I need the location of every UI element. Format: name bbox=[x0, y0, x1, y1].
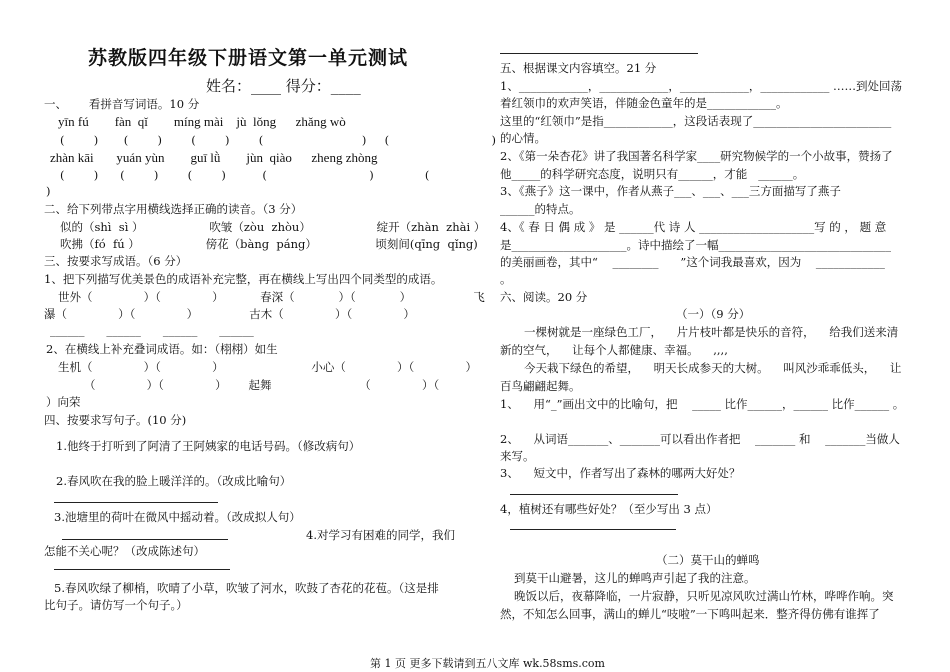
name-score-line: 姓名：____ 得分：____ bbox=[206, 77, 361, 95]
fill-line-6[interactable]: 他_____的科学研究态度，说明只有______，才能 ______。 bbox=[500, 167, 805, 181]
reading-1-para1-line2: 新的空气， 让每个人都健康、幸福。 ,,,, bbox=[500, 343, 728, 357]
sentence-q3: 3.池塘里的荷叶在微风中摇动着。（改成拟人句） bbox=[54, 510, 301, 524]
section-2-heading: 二、给下列带点字用横线选择正确的读音。（3 分） bbox=[44, 202, 303, 216]
fill-line-1[interactable]: 1、____________，____________，____________，____________ ……到处回荡 bbox=[500, 79, 902, 93]
reading-1-para2-line1: 今天栽下绿色的希望， 明天长成参天的大树。 叫风沙乖乖低头， 让 bbox=[524, 361, 902, 375]
reading-q2-line1[interactable]: 2、 从词语_______、_______可以看出作者把 _______ 和 _______当做人 bbox=[500, 432, 900, 446]
fill-line-8[interactable]: ______的特点。 bbox=[500, 202, 581, 216]
sentence-q4-line1: 4.对学习有困难的同学，我们 bbox=[306, 528, 455, 542]
pinyin-row-2: zhàn kāi yuán yùn guī lǜ jùn qiào zheng zhòng bbox=[50, 150, 378, 165]
reading-q3: 3、 短文中，作者写出了森林的哪两大好处？ bbox=[500, 466, 741, 480]
idiom-question-2: 2、在横线上补充叠词成语。如：（栩栩）如生 bbox=[46, 342, 278, 356]
pronunciation-row-2: 吹拂（fó fú ） 傍花（bàng páng） 顷刻间(qīng qǐng) bbox=[60, 237, 478, 251]
fill-line-9[interactable]: 4、《 春 日 偶 成 》 是 ______代 诗 人 ____________________写 的 ， 题 意 bbox=[500, 220, 887, 234]
reading-2-subtitle: （二）莫干山的蝉鸣 bbox=[656, 553, 760, 567]
repeat-idiom-row-3: ）向荣 bbox=[46, 395, 81, 409]
page-title: 苏教版四年级下册语文第一单元测试 bbox=[88, 47, 409, 69]
reading-q1[interactable]: 1、 用“_”画出文中的比喻句，把 _____ 比作______，______ 比作______ 。 bbox=[500, 397, 905, 411]
answer-box-close: ) bbox=[46, 184, 51, 198]
section-3-heading: 三、按要求写成语。（6 分） bbox=[44, 254, 188, 268]
top-answer-line[interactable] bbox=[500, 53, 698, 54]
repeat-idiom-row-1[interactable]: 生机（ ）（ ） 小心（ ）（ ） bbox=[58, 360, 477, 374]
answer-boxes-row-1[interactable]: ( ) ( ) ( ) ( ) ( ) bbox=[60, 133, 497, 147]
repeat-idiom-row-2[interactable]: （ ）（ ） 起舞 （ ）（ bbox=[84, 378, 440, 392]
fill-line-12: 。 bbox=[500, 272, 512, 286]
reading-2-para2-line1: 晚饭以后，夜幕降临，一片寂静，只听见凉风吹过满山竹林，哗哗作响。突 bbox=[514, 589, 894, 603]
answer-line[interactable] bbox=[510, 494, 678, 495]
pronunciation-row-1: 似的（shì sì ） 吹皱（zòu zhòu） 绽开（zhàn zhài ） bbox=[60, 220, 486, 234]
fill-line-5[interactable]: 2、《第一朵杏花》讲了我国著名科学家____研究物候学的一个小故事，赞扬了 bbox=[500, 149, 893, 163]
answer-line[interactable] bbox=[54, 502, 218, 503]
reading-q2-line2: 来写。 bbox=[500, 449, 535, 463]
reading-q4: 4，植树还有哪些好处？（至少写出 3 点） bbox=[500, 502, 718, 516]
answer-line[interactable] bbox=[510, 529, 676, 530]
answer-line[interactable] bbox=[54, 569, 230, 570]
sentence-q2: 2.春风吹在我的脸上暖洋洋的。（改成比喻句） bbox=[56, 474, 292, 488]
idiom-question-1: 1、把下列描写优美景色的成语补充完整，再在横线上写出四个同类型的成语。 bbox=[44, 272, 443, 286]
section-4-heading: 四、按要求写句子。(10 分) bbox=[44, 413, 187, 427]
pinyin-row-1: yīn fú fàn qǐ míng mài jù lǒng zhǎng wò bbox=[58, 114, 346, 129]
sentence-q4-line2: 怎能不关心呢？（改成陈述句） bbox=[44, 544, 205, 558]
fill-line-7[interactable]: 3、《燕子》这一课中，作者从燕子___、___、___三方面描写了燕子 bbox=[500, 184, 841, 198]
sentence-q5-line1: 5.春风吹绿了柳梢，吹晴了小草，吹皱了河水，吹鼓了杏花的花苞。（这是排 bbox=[54, 581, 439, 595]
reading-1-subtitle: （一）（9 分） bbox=[676, 307, 751, 321]
idiom-row-2[interactable]: 瀑（ ）（ ） 古木（ ）（ ） bbox=[44, 307, 415, 321]
reading-1-para1-line1: 一棵树就是一座绿色工厂， 片片枝叶都是快乐的音符， 给我们送来清 bbox=[524, 325, 899, 339]
answer-boxes-row-2[interactable]: ( ) ( ) ( ) ( ) ( bbox=[60, 168, 430, 182]
reading-2-para2-line2: 然，不知怎么回事，满山的蝉儿“吱啦”一下鸣叫起来．整齐得仿佛有谁挥了 bbox=[500, 607, 880, 621]
sentence-q5-line2: 比句子。请仿写一个句子。） bbox=[44, 598, 188, 612]
idiom-blanks[interactable]: ______ ______ ______ ______ bbox=[50, 323, 254, 337]
fill-line-10[interactable]: 是____________________。诗中描绘了一幅______________________________ bbox=[500, 238, 891, 252]
reading-1-para2-line2: 百鸟翩翩起舞。 bbox=[500, 379, 581, 393]
section-1-heading: 一、 看拼音写词语。10 分 bbox=[44, 97, 200, 111]
reading-2-para1: 到莫干山避暑，这儿的蝉鸣声引起了我的注意。 bbox=[514, 571, 756, 585]
fill-line-11[interactable]: 的美丽画卷，其中“ ________ ”这个词我最喜欢，因为 ____________ bbox=[500, 255, 885, 269]
section-6-heading: 六、阅读。20 分 bbox=[500, 290, 588, 304]
fill-line-2[interactable]: 着红领巾的欢声笑语，伴随金色童年的是____________。 bbox=[500, 96, 788, 110]
answer-line[interactable] bbox=[62, 539, 228, 540]
section-5-heading: 五、根据课文内容填空。21 分 bbox=[500, 61, 657, 75]
fill-line-3[interactable]: 这里的“红领巾”是指____________，这段话表现了________________________ bbox=[500, 114, 892, 128]
fill-line-4: 的心情。 bbox=[500, 131, 546, 145]
idiom-row-1[interactable]: 世外（ ）（ ） 春深（ ）（ ） 飞 bbox=[58, 290, 485, 304]
page-footer: 第 1 页 更多下载请到五八文库 wk.58sms.com bbox=[370, 657, 605, 670]
sentence-q1: 1.他终于打听到了阿清了王阿姨家的电话号码。（修改病句） bbox=[56, 439, 361, 453]
